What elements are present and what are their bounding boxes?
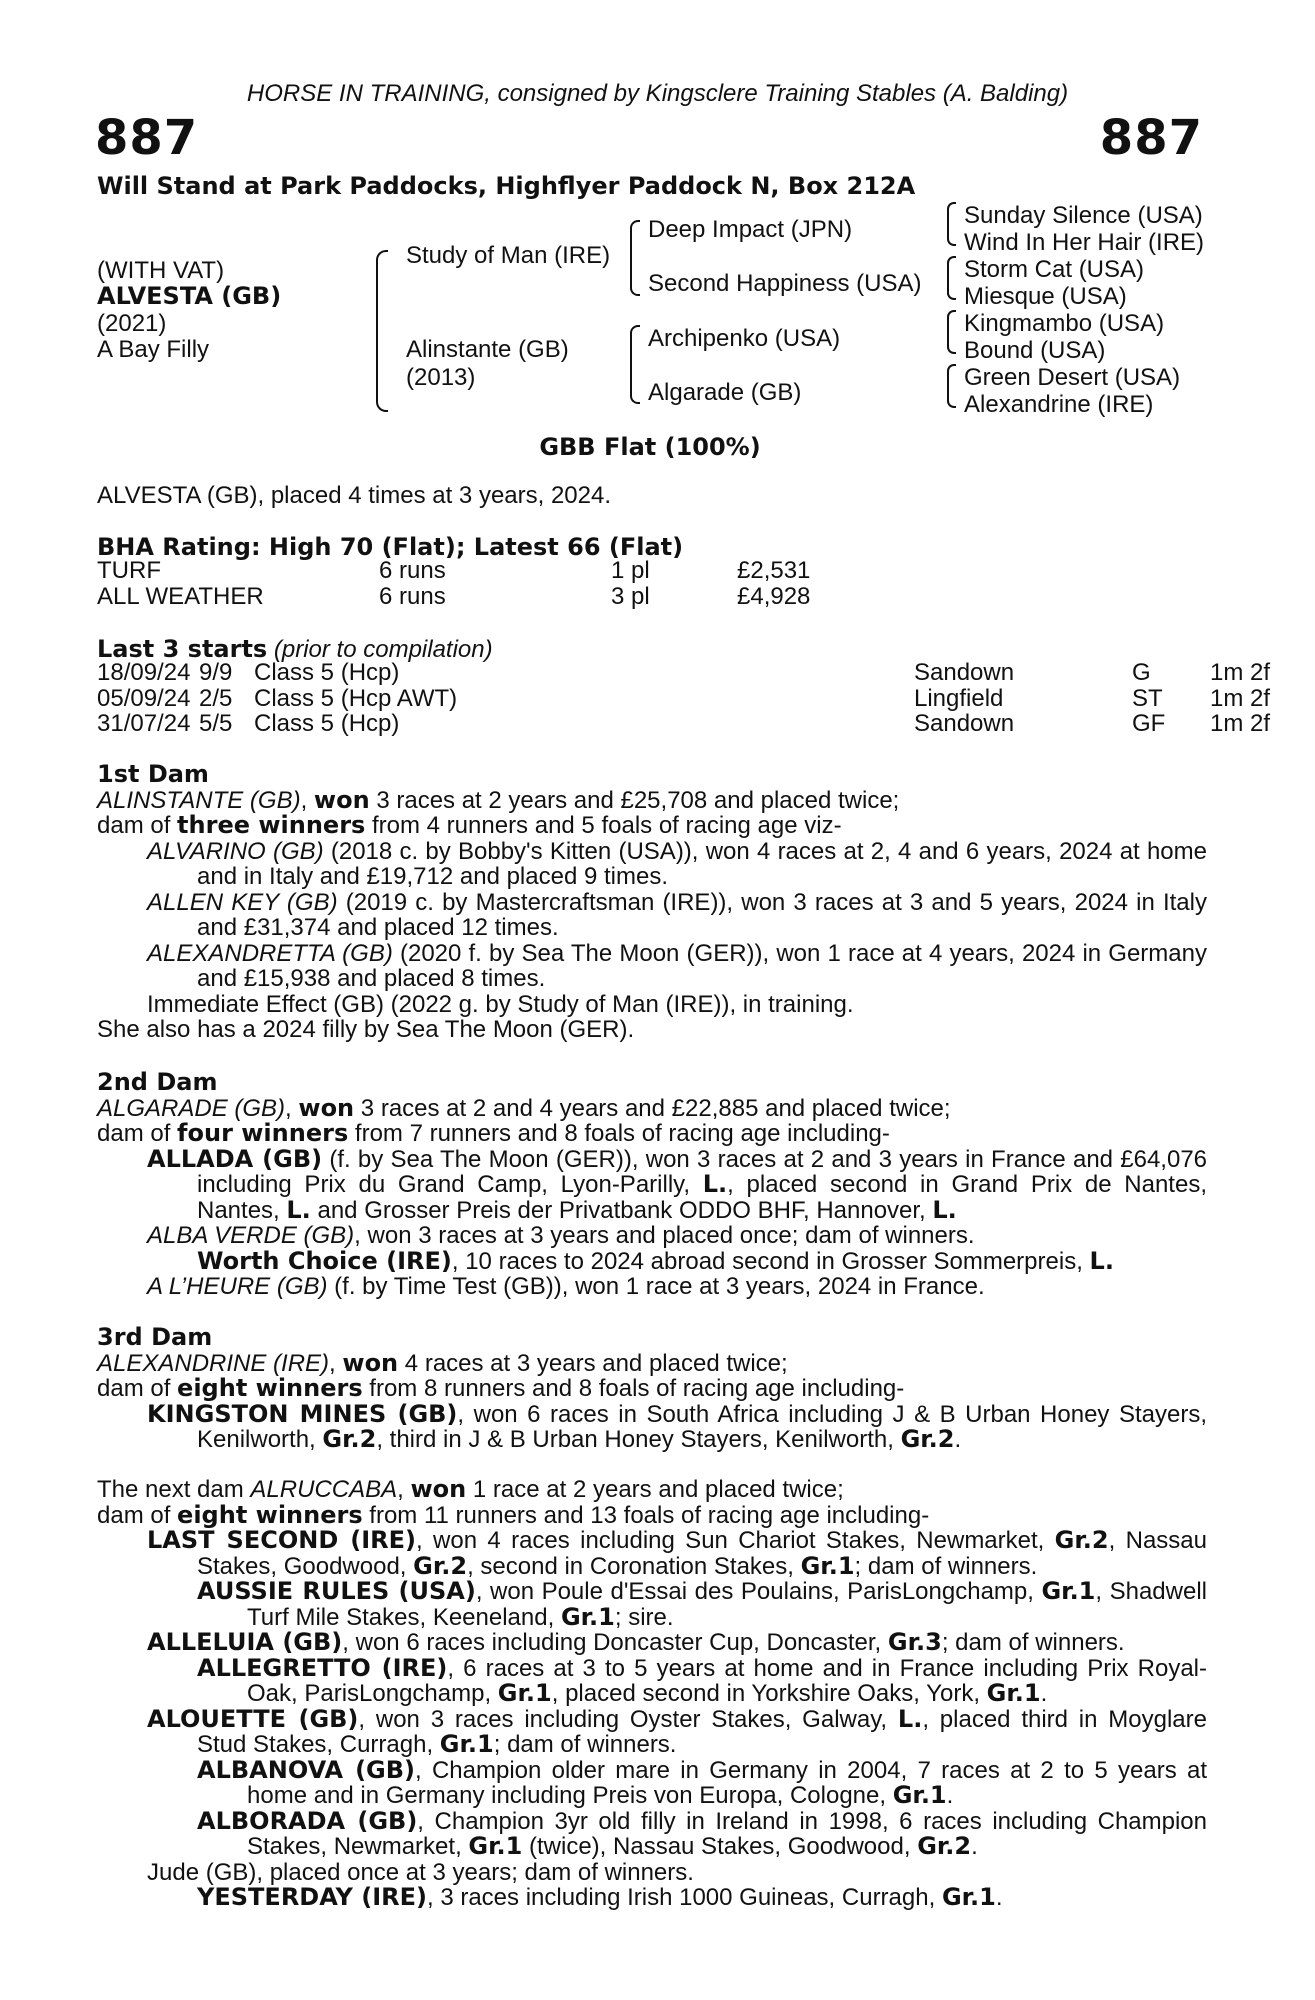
text: , won 3 races at 3 years and placed once; dam of winners.: [354, 1222, 975, 1249]
winners-count: eight winners: [177, 1500, 363, 1529]
record-row-aw: [97, 584, 810, 610]
text: from 7 runners and 8 foals of racing age including-: [348, 1120, 890, 1147]
grade: Gr.1: [560, 1602, 615, 1631]
race-summary: ALVESTA (GB), placed 4 times at 3 years, 2024.: [97, 482, 612, 509]
grade: Gr.1: [468, 1832, 523, 1860]
winners-count: three winners: [177, 811, 366, 839]
text: ,: [285, 1094, 299, 1122]
record-prize: £4,928: [737, 582, 811, 610]
text: , won 6 races in South Africa including J & B Urban Honey Stayers, Kenilworth,: [197, 1400, 1207, 1453]
horse-sex: A Bay Filly: [97, 336, 210, 363]
record-runs: 6 runs: [379, 582, 446, 610]
record-runs: 6 runs: [379, 557, 446, 584]
grade: Gr.1: [941, 1883, 996, 1911]
text: , second in Coronation Stakes,: [467, 1552, 801, 1580]
third-dam-section: [97, 1325, 1207, 1453]
stand-location: Will Stand at Park Paddocks, Highflyer Paddock N, Box 212A: [97, 172, 916, 200]
vat-note: (WITH VAT): [97, 257, 225, 284]
text: ; dam of winners.: [941, 1629, 1125, 1656]
text: , Nassau Stakes, Goodwood,: [197, 1527, 1207, 1580]
won-text: won: [298, 1093, 355, 1122]
text: .: [971, 1833, 978, 1860]
dam-line: [97, 785, 1207, 814]
text: , 10 races to 2024 abroad second in Grosser Sommerpreis,: [451, 1247, 1090, 1275]
text: , placed third in Moyglare Stud Stakes, Curragh,: [197, 1705, 1207, 1758]
grade: Gr.1: [986, 1679, 1041, 1707]
pedigree-brace-dd: [947, 364, 956, 408]
produce-entry: [97, 1806, 1208, 1860]
start-class: Class 5 (Hcp): [254, 659, 400, 686]
text: , won 4 races including Sun Chariot Stakes, Newmarket,: [416, 1527, 1055, 1554]
won-text: won: [313, 785, 370, 814]
text: dam of: [97, 1375, 178, 1402]
consignor-header: HORSE IN TRAINING, consigned by Kingsclere Training Stables (A. Balding): [246, 80, 1069, 107]
start-course: Sandown: [914, 659, 1015, 686]
produce-name: ALEXANDRETTA (GB): [147, 939, 393, 967]
start-row: [97, 660, 1270, 686]
text: and Grosser Preis der Privatbank ODDO BHF, Hannover,: [310, 1196, 933, 1224]
produce-name: Worth Choice (IRE): [197, 1246, 452, 1275]
pedigree-brace-main: [376, 250, 388, 412]
grade: Gr.3: [887, 1628, 942, 1656]
start-row: [97, 711, 1270, 737]
text: , 3 races including Irish 1000 Guineas, Curragh,: [426, 1884, 942, 1911]
start-date: 18/09/24: [97, 659, 191, 686]
dam-produce-line: [97, 1500, 1207, 1529]
text: dam of: [97, 1120, 178, 1147]
text: , won 3 races including Oyster Stakes, Galway,: [358, 1705, 898, 1733]
pedigree-brace-dam: [630, 325, 640, 404]
pedigree-dds: Green Desert (USA): [964, 364, 1181, 391]
grade: Gr.2: [900, 1425, 955, 1453]
grade: Gr.1: [1041, 1577, 1096, 1605]
race-record-table: [97, 558, 810, 609]
grade: L.: [932, 1195, 957, 1224]
text: ,: [300, 786, 314, 814]
grade: Gr.2: [413, 1551, 468, 1580]
won-text: won: [410, 1475, 467, 1503]
produce-entry: [97, 1528, 1207, 1579]
winners-count: eight winners: [177, 1374, 363, 1402]
start-course: Lingfield: [914, 684, 1004, 712]
dam-line: [97, 1093, 1207, 1122]
produce-name: ALLEGRETTO (IRE): [197, 1653, 448, 1682]
text: (2018 c. by Bobby's Kitten (USA)), won 4 races at 2, 4 and 6 years, 2024 at home and in Italy and £19,712 and placed 9 times.: [197, 837, 1207, 890]
text: , Champion older mare in Germany in 2004, 7 races at 2 to 5 years at home and in Germany including Preis von Europa, Cologne,: [247, 1756, 1207, 1809]
won-text: won: [342, 1348, 399, 1377]
text: , won Poule d'Essai des Poulains, ParisLongchamp,: [475, 1578, 1042, 1605]
produce-entry: Immediate Effect (GB) (2022 g. by Study of Man (IRE)), in training.: [147, 990, 854, 1018]
text: .: [1040, 1680, 1048, 1707]
text: ,: [397, 1476, 411, 1503]
dam-name: ALEXANDRINE (IRE): [97, 1349, 330, 1377]
text: , placed second in Grand Prix de Nantes, Nantes,: [197, 1171, 1207, 1224]
start-class: Class 5 (Hcp): [254, 710, 400, 737]
text: , Champion 3yr old filly in Ireland in 1998, 6 races including Champion Stakes, Newmarket,: [247, 1807, 1208, 1860]
start-going: GF: [1132, 710, 1166, 737]
produce-entry: [97, 1885, 1207, 1911]
text: , Shadwell Turf Mile Stakes, Keeneland,: [247, 1578, 1207, 1631]
produce-name: LAST SECOND (IRE): [147, 1526, 417, 1554]
record-surface: ALL WEATHER: [97, 582, 264, 610]
text: , won 6 races including Doncaster Cup, Doncaster,: [342, 1629, 888, 1656]
text: , 6 races at 3 to 5 years at home and in France including Prix Royal-Oak, ParisLongchamp,: [247, 1654, 1208, 1707]
pedigree-sire: Study of Man (IRE): [406, 242, 611, 269]
start-class: Class 5 (Hcp AWT): [254, 684, 458, 712]
produce-note: She also has a 2024 filly by Sea The Moon (GER).: [97, 1016, 635, 1043]
text: (twice), Nassau Stakes, Goodwood,: [522, 1833, 918, 1860]
last-starts-note: (prior to compilation): [273, 636, 493, 663]
grade: Gr.1: [439, 1730, 494, 1758]
start-position: 9/9: [199, 659, 233, 686]
produce-entry: [97, 1630, 1207, 1656]
produce-name: ALLADA (GB): [147, 1144, 323, 1173]
second-dam-section: [97, 1070, 1207, 1300]
start-date: 05/09/24: [97, 684, 191, 712]
pedigree-dam-year: (2013): [406, 364, 476, 391]
produce-entry: [97, 1755, 1207, 1809]
record-prize: £2,531: [737, 557, 811, 584]
produce-entry: [97, 1274, 1207, 1300]
produce-name: ALBANOVA (GB): [197, 1755, 416, 1784]
section-heading: 3rd Dam: [97, 1323, 213, 1351]
pedigree-brace-sd: [947, 256, 956, 300]
text: 3 races at 2 years and £25,708 and placed twice;: [369, 786, 900, 814]
text: (f. by Time Test (GB)), won 1 race at 3 years, 2024 in France.: [327, 1273, 985, 1300]
horse-name: ALVESTA (GB): [97, 282, 282, 310]
produce-entry: [97, 1653, 1208, 1707]
text: 3 races at 2 and 4 years and £22,885 and placed twice;: [354, 1094, 951, 1122]
start-going: ST: [1132, 684, 1163, 712]
dam-produce-line: [97, 1376, 1207, 1402]
pedigree-dam: Alinstante (GB): [406, 336, 569, 363]
dam-name: ALINSTANTE (GB): [97, 786, 301, 814]
text: dam of: [97, 812, 178, 839]
produce-name: ALLELUIA (GB): [147, 1628, 343, 1656]
grade: L.: [897, 1704, 923, 1733]
record-surface: TURF: [97, 557, 161, 584]
start-course: Sandown: [914, 710, 1015, 737]
grade: L.: [286, 1195, 311, 1224]
pedigree-ssd: Wind In Her Hair (IRE): [964, 229, 1205, 256]
start-position: 5/5: [199, 710, 233, 737]
pedigree-dsd: Bound (USA): [964, 337, 1106, 364]
gbb-rating: GBB Flat (100%): [539, 433, 761, 461]
produce-entry: Jude (GB), placed once at 3 years; dam of winners.: [147, 1858, 694, 1886]
section-heading: 2nd Dam: [97, 1068, 218, 1096]
dam-produce-line: [97, 1121, 1207, 1147]
start-date: 31/07/24: [97, 710, 191, 737]
record-places: 1 pl: [611, 557, 650, 584]
dam-produce-line: [97, 813, 1207, 839]
produce-name: ALBORADA (GB): [197, 1806, 418, 1835]
pedigree-brace-ss: [947, 202, 956, 246]
dam-line: [97, 1477, 1207, 1503]
text: , third in J & B Urban Honey Stayers, Kenilworth,: [376, 1426, 901, 1453]
produce-name: YESTERDAY (IRE): [197, 1883, 427, 1911]
lot-number-left: 887: [95, 110, 199, 166]
produce-entry: [97, 1704, 1207, 1758]
winners-count: four winners: [177, 1119, 349, 1147]
pedigree-sds: Storm Cat (USA): [964, 256, 1145, 283]
pedigree-sire-dam: Second Happiness (USA): [648, 270, 922, 297]
pedigree-sdd: Miesque (USA): [964, 283, 1127, 310]
produce-name: ALVARINO (GB): [147, 837, 324, 865]
pedigree-dam-sire: Archipenko (USA): [648, 325, 841, 352]
text: ,: [329, 1349, 343, 1377]
text: from 11 runners and 13 foals of racing age including-: [362, 1501, 930, 1529]
text: from 8 runners and 8 foals of racing age including-: [362, 1375, 905, 1402]
grade: Gr.2: [1054, 1526, 1109, 1554]
produce-name: ALLEN KEY (GB): [147, 888, 338, 916]
text: from 4 runners and 5 foals of racing age viz-: [365, 812, 842, 839]
produce-name: KINGSTON MINES (GB): [147, 1399, 458, 1428]
grade: Gr.1: [497, 1679, 552, 1707]
start-distance: 1m 2f: [1210, 659, 1271, 686]
text: dam of: [97, 1501, 178, 1529]
grade: Gr.1: [800, 1551, 855, 1580]
text: ; dam of winners.: [493, 1731, 677, 1758]
produce-name: AUSSIE RULES (USA): [197, 1577, 476, 1605]
bha-rating: BHA Rating: High 70 (Flat); Latest 66 (Flat): [97, 533, 684, 561]
pedigree-ddd: Alexandrine (IRE): [964, 391, 1154, 418]
start-distance: 1m 2f: [1210, 710, 1271, 737]
text: ; sire.: [614, 1603, 674, 1631]
pedigree-dss: Kingmambo (USA): [964, 310, 1165, 337]
record-row-turf: [97, 558, 810, 584]
start-row: [97, 686, 1270, 712]
dam-name: ALGARADE (GB): [97, 1094, 286, 1122]
produce-entry: [97, 1223, 1207, 1249]
grade: Gr.2: [917, 1832, 972, 1860]
pedigree-sire-sire: Deep Impact (JPN): [648, 216, 853, 243]
text: (f. by Sea The Moon (GER)), won 3 races at 2 and 3 years in France and £64,076 including Prix du Grand Camp, Lyon-Parilly,: [197, 1145, 1208, 1198]
produce-entry: [97, 839, 1207, 890]
produce-name: ALOUETTE (GB): [147, 1704, 359, 1733]
grade: L.: [1089, 1246, 1114, 1275]
produce-entry: [97, 1579, 1207, 1630]
produce-entry: [97, 1246, 1207, 1275]
text: (2020 f. by Sea The Moon (GER)), won 1 race at 4 years, 2024 in Germany and £15,938 and placed 8 times.: [197, 939, 1207, 992]
text: The next dam: [97, 1476, 251, 1503]
text: .: [954, 1426, 962, 1453]
last-starts-title: Last 3 starts: [97, 635, 268, 663]
first-dam-section: [97, 762, 1207, 1043]
grade: Gr.1: [892, 1781, 947, 1809]
text: 1 race at 2 years and placed twice;: [466, 1476, 844, 1503]
grade: L.: [702, 1170, 728, 1198]
text: , placed second in Yorkshire Oaks, York,: [551, 1680, 987, 1707]
produce-entry: [97, 1144, 1208, 1224]
dam-name: ALRUCCABA: [250, 1476, 398, 1503]
text: .: [946, 1782, 954, 1809]
text: .: [995, 1884, 1003, 1911]
pedigree-brace-ds: [947, 310, 956, 354]
produce-entry: [97, 941, 1207, 992]
produce-name: A L’HEURE (GB): [147, 1273, 328, 1300]
produce-name: ALBA VERDE (GB): [147, 1222, 355, 1249]
start-going: G: [1132, 659, 1151, 686]
start-distance: 1m 2f: [1210, 684, 1271, 712]
record-places: 3 pl: [611, 582, 650, 610]
dam-line: [97, 1348, 1207, 1377]
section-heading: 1st Dam: [97, 760, 209, 788]
pedigree-brace-sire: [630, 220, 640, 296]
pedigree-sss: Sunday Silence (USA): [964, 202, 1203, 229]
text: ; dam of winners.: [854, 1552, 1038, 1580]
last-starts-table: [97, 660, 1270, 737]
produce-entry: [97, 890, 1207, 941]
text: (2019 c. by Mastercraftsman (IRE)), won 3 races at 3 and 5 years, 2024 in Italy and £31,374 and placed 12 times.: [197, 888, 1207, 941]
start-position: 2/5: [199, 684, 233, 712]
produce-entry: [97, 1399, 1207, 1453]
fourth-dam-section: [97, 1477, 1207, 1911]
lot-number-right: 887: [1099, 110, 1203, 166]
text: 4 races at 3 years and placed twice;: [398, 1349, 788, 1377]
grade: Gr.2: [322, 1425, 377, 1453]
pedigree-dam-dam: Algarade (GB): [648, 379, 802, 406]
horse-year: (2021): [97, 310, 167, 337]
